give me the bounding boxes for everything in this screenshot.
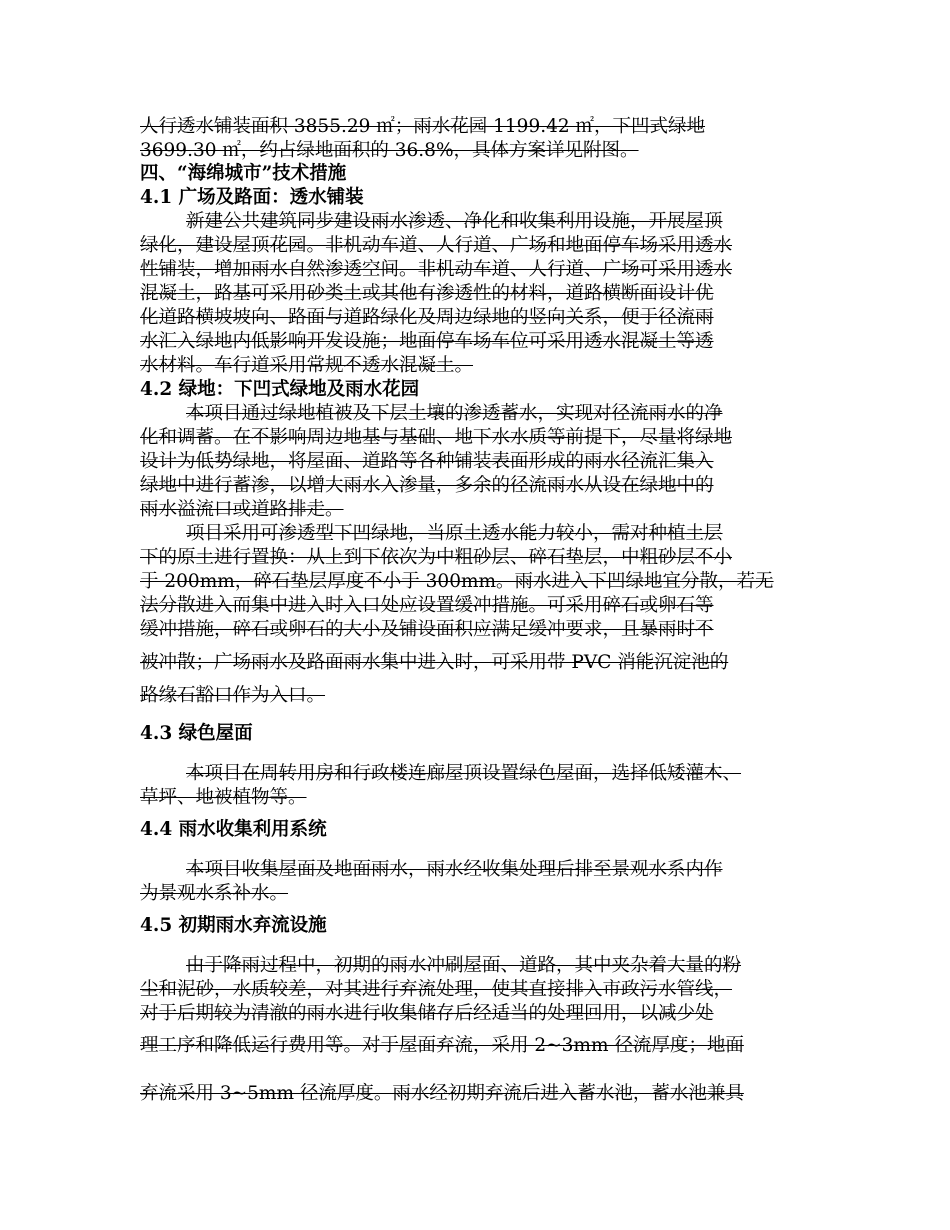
s43-line-2: 草坪、地被植物等。	[140, 787, 307, 808]
s42b-line-4: 法分散进入而集中进入时入口处应设置缓冲措施。可采用碎石或卵石等	[140, 595, 714, 616]
s45-line-3: 对于后期较为清澈的雨水进行收集储存后经适当的处理回用，以减少处	[140, 1003, 714, 1024]
section-title-4-4: 4.4 雨水收集利用系统	[140, 819, 327, 840]
s42b-line-5: 缓冲措施，碎石或卵石的大小及铺设面积应满足缓冲要求，且暴雨时不	[140, 619, 714, 640]
s42b-line-1: 项目采用可渗透型下凹绿地，当原土透水能力较小，需对种植土层	[186, 523, 723, 544]
s42a-line-3: 设计为低势绿地，将屋面、道路等各种铺装表面形成的雨水径流汇集入	[140, 451, 714, 472]
s42b-line-7: 路缘石豁口作为入口。	[140, 685, 326, 706]
section-title-4-2: 4.2 绿地：下凹式绿地及雨水花园	[140, 379, 420, 400]
s42b-line-6: 被冲散；广场雨水及路面雨水集中进入时，可采用带 PVC 消能沉淀池的	[140, 652, 729, 673]
section-title-4-5: 4.5 初期雨水弃流设施	[140, 915, 327, 936]
s45-line-2: 尘和泥砂，水质较差，对其进行弃流处理，使其直接排入市政污水管线，	[140, 979, 733, 1000]
s45-line-1: 由于降雨过程中，初期的雨水冲刷屋面、道路，其中夹杂着大量的粉	[186, 955, 742, 976]
intro-line-1: 人行透水铺装面积 3855.29 ㎡；雨水花园 1199.42 ㎡，下凹式绿地	[140, 116, 706, 137]
s41-line-7: 水材料。车行道采用常规不透水混凝土。	[140, 355, 474, 376]
s43-line-1: 本项目在周转用房和行政楼连廊屋顶设置绿色屋面，选择低矮灌木、	[186, 763, 742, 784]
s42a-line-5: 雨水溢流口或道路排走。	[140, 499, 344, 520]
s41-line-2: 绿化，建设屋顶花园。非机动车道、人行道、广场和地面停车场采用透水	[140, 235, 733, 256]
s41-line-1: 新建公共建筑同步建设雨水渗透、净化和收集利用设施，开展屋顶	[186, 211, 723, 232]
s44-line-2: 为景观水系补水。	[140, 883, 289, 904]
section-title-4-1: 4.1 广场及路面：透水铺装	[140, 187, 364, 208]
section-heading-4: 四、“海绵城市”技术措施	[140, 163, 347, 184]
s41-line-6: 水汇入绿地内低影响开发设施；地面停车场车位可采用透水混凝土等透	[140, 331, 714, 352]
s41-line-5: 化道路横坡坡向、路面与道路绿化及周边绿地的竖向关系，便于径流雨	[140, 307, 714, 328]
s41-line-3: 性铺装，增加雨水自然渗透空间。非机动车道、人行道、广场可采用透水	[140, 259, 733, 280]
s42a-line-2: 化和调蓄。在不影响周边地基与基础、地下水水质等前提下，尽量将绿地	[140, 427, 733, 448]
intro-line-2: 3699.30 ㎡，约占绿地面积的 36.8%，具体方案详见附图。	[140, 140, 639, 161]
s42b-line-2: 下的原土进行置换：从上到下依次为中粗砂层、碎石垫层，中粗砂层不小	[140, 547, 733, 568]
s45-line-5: 弃流采用 3~5mm 径流厚度。雨水经初期弃流后进入蓄水池，蓄水池兼具	[140, 1083, 744, 1104]
s44-line-1: 本项目收集屋面及地面雨水，雨水经收集处理后排至景观水系内作	[186, 859, 723, 880]
s42b-line-3: 于 200mm，碎石垫层厚度不小于 300mm。雨水进入下凹绿地宜分散，若无	[140, 571, 774, 592]
s45-line-4: 理工序和降低运行费用等。对于屋面弃流，采用 2~3mm 径流厚度；地面	[140, 1035, 744, 1056]
s42a-line-4: 绿地中进行蓄渗，以增大雨水入渗量，多余的径流雨水从设在绿地中的	[140, 475, 714, 496]
s42a-line-1: 本项目通过绿地植被及下层土壤的渗透蓄水，实现对径流雨水的净	[186, 403, 723, 424]
s41-line-4: 混凝土，路基可采用砂类土或其他有渗透性的材料，道路横断面设计优	[140, 283, 714, 304]
section-title-4-3: 4.3 绿色屋面	[140, 723, 253, 744]
